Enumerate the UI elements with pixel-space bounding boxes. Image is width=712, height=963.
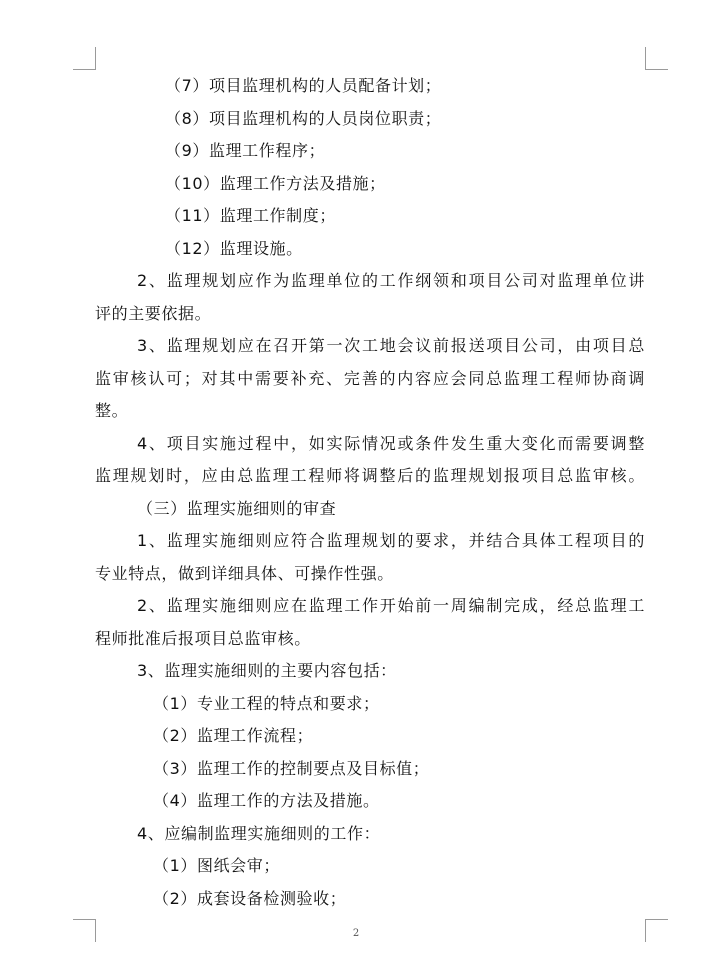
list-item: （8）项目监理机构的人员岗位职责；	[165, 108, 442, 128]
paragraph-line: 整。	[95, 401, 129, 420]
paragraph-line: 2、监理实施细则应在监理工作开始前一周编制完成，经总监理工	[137, 596, 645, 615]
paragraph-line: 4、项目实施过程中，如实际情况或条件发生重大变化而需要调整	[137, 433, 645, 453]
paragraph-line: 4、应编制监理实施细则的工作：	[137, 823, 381, 843]
paragraph-line: 监理规划时，应由总监理工程师将调整后的监理规划报项目总监审核。	[95, 466, 645, 485]
list-item: （9）监理工作程序；	[165, 141, 326, 160]
paragraph-line: 3、监理实施细则的主要内容包括：	[137, 661, 397, 680]
crop-mark-top-left	[73, 47, 96, 70]
paragraph-line: 1、监理实施细则应符合监理规划的要求，并结合具体工程项目的	[137, 531, 645, 550]
list-item: （1）专业工程的特点和要求；	[153, 693, 380, 713]
crop-mark-top-right	[645, 47, 668, 70]
paragraph-line: 评的主要依据。	[95, 303, 212, 323]
list-item: （10）监理工作方法及措施；	[165, 173, 386, 193]
paragraph-line: 监审核认可；对其中需要补充、完善的内容应会同总监理工程师协商调	[95, 368, 645, 388]
paragraph-line: 专业特点，做到详细具体、可操作性强。	[95, 563, 394, 583]
list-item: （3）监理工作的控制要点及目标值；	[153, 758, 430, 778]
list-item: （4）监理工作的方法及措施。	[153, 791, 380, 810]
page-number: 2	[352, 928, 360, 939]
list-item: （2）成套设备检测验收；	[153, 888, 347, 908]
paragraph-line: 程师批准后报项目总监审核。	[95, 628, 311, 648]
list-item: （11）监理工作制度；	[165, 206, 336, 225]
list-item: （1）图纸会审；	[153, 856, 280, 875]
document-body	[95, 70, 645, 915]
list-item: （7）项目监理机构的人员配备计划；	[165, 76, 442, 95]
section-heading: （三）监理实施细则的审查	[137, 498, 337, 518]
paragraph-line: 2、监理规划应作为监理单位的工作纲领和项目公司对监理单位讲	[137, 271, 645, 290]
list-item: （12）监理设施。	[165, 238, 303, 258]
paragraph-line: 3、监理规划应在召开第一次工地会议前报送项目公司，由项目总	[137, 336, 645, 355]
list-item: （2）监理工作流程；	[153, 726, 314, 745]
